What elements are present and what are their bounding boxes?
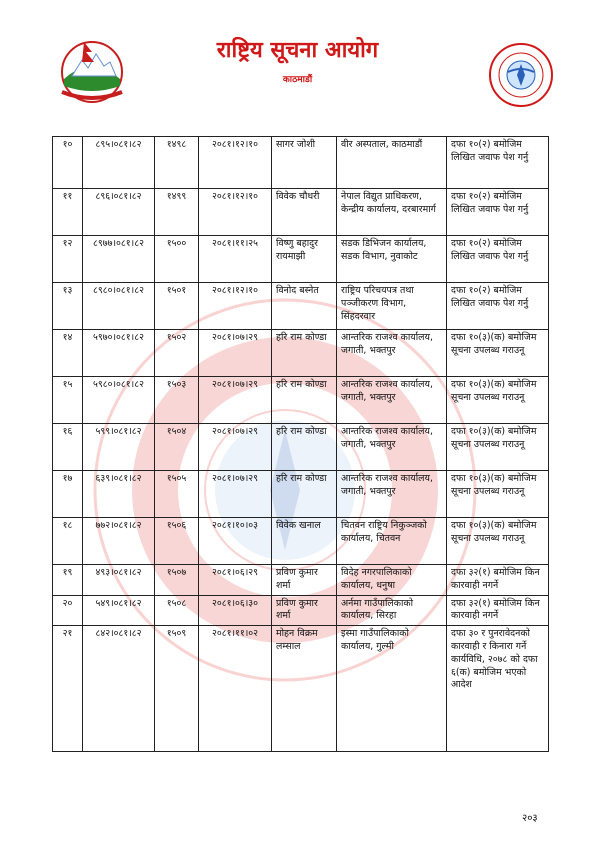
decision-number-cell: १५०८ <box>155 595 199 626</box>
table-row <box>53 595 549 626</box>
registration-number-cell: ७७२।०८१।८२ <box>83 518 155 565</box>
decision-action-cell: दफा १०(२) बमोजिम लिखित जवाफ पेश गर्नु <box>447 283 549 330</box>
decision-action-cell: दफा ३२(१) बमोजिम किन कारवाही नगर्ने <box>447 565 549 596</box>
decision-date-cell: २०८१।११।०२ <box>199 626 272 752</box>
decision-number-cell: १५०० <box>155 236 199 283</box>
applicant-name-cell: हरि राम कोण्डा <box>272 330 337 377</box>
applicant-name-cell: हरि राम कोण्डा <box>272 424 337 471</box>
public-body-cell: आन्तरिक राजश्व कार्यालय, जगाती, भक्तपुर <box>337 377 447 424</box>
public-body-cell: आन्तरिक राजश्व कार्यालय, जगाती, भक्तपुर <box>337 424 447 471</box>
serial-number-cell: १८ <box>53 518 83 565</box>
registration-number-cell: ५९९।०८१।८२ <box>83 424 155 471</box>
registration-number-cell: ६३९।०८१।८२ <box>83 471 155 518</box>
decision-date-cell: २०८१।०७।२९ <box>199 330 272 377</box>
decision-number-cell: १५०७ <box>155 565 199 596</box>
decision-action-cell: दफा १०(३)(क) बमोजिम सूचना उपलब्ध गराउनू <box>447 471 549 518</box>
commission-seal-logo <box>488 42 554 108</box>
table-row <box>53 330 549 377</box>
registration-number-cell: ५४९।०८१।८२ <box>83 595 155 626</box>
serial-number-cell: १६ <box>53 424 83 471</box>
table-row <box>53 377 549 424</box>
page-subtitle: काठमाडौं <box>282 75 313 85</box>
decision-date-cell: २०८१।११।२५ <box>199 236 272 283</box>
decision-number-cell: १५०२ <box>155 330 199 377</box>
applicant-name-cell: विवेक चौधरी <box>272 189 337 236</box>
decision-date-cell: २०८१।१२।१० <box>199 189 272 236</box>
public-body-cell: नेपाल विद्युत प्राधिकरण, केन्द्रीय कार्यालय, दरबारमार्ग <box>337 189 447 236</box>
registration-number-cell: ५९७०।०८१।८२ <box>83 330 155 377</box>
decision-date-cell: २०८१।०६।२९ <box>199 565 272 596</box>
registration-number-cell: ८९६।०८१।८२ <box>83 189 155 236</box>
decision-action-cell: दफा ३० र पुनरावेदनको कारवाही र किनारा गर्ने कार्यविधि, २०७८ को दफा ६(क) बमोजिम भएको आदेश <box>447 626 549 752</box>
decision-number-cell: १५०९ <box>155 626 199 752</box>
applicant-name-cell: प्रविण कुमार शर्मा <box>272 595 337 626</box>
table-row <box>53 518 549 565</box>
decision-date-cell: २०८१।०७।२९ <box>199 471 272 518</box>
decision-action-cell: दफा १०(३)(क) बमोजिम सूचना उपलब्ध गराउनू <box>447 377 549 424</box>
applicant-name-cell: प्रविण कुमार शर्मा <box>272 565 337 596</box>
public-body-cell: चितवन राष्ट्रिय निकुञ्जको कार्यालय, चितवन <box>337 518 447 565</box>
table-row <box>53 283 549 330</box>
applicant-name-cell: विवेक खनाल <box>272 518 337 565</box>
serial-number-cell: १७ <box>53 471 83 518</box>
decision-number-cell: १४९९ <box>155 189 199 236</box>
public-body-cell: आन्तरिक राजश्व कार्यालय, जगाती, भक्तपुर <box>337 471 447 518</box>
decision-number-cell: १४९८ <box>155 137 199 189</box>
decision-action-cell: दफा १०(३)(क) बमोजिम सूचना उपलब्ध गराउनू <box>447 330 549 377</box>
applicant-name-cell: विष्णु बहादुर रायमाझी <box>272 236 337 283</box>
serial-number-cell: १४ <box>53 330 83 377</box>
decision-date-cell: २०८१।०७।२९ <box>199 377 272 424</box>
applicant-name-cell: हरि राम कोण्डा <box>272 377 337 424</box>
table-row <box>53 189 549 236</box>
decision-number-cell: १५०३ <box>155 377 199 424</box>
decision-date-cell: २०८१।०७।२९ <box>199 424 272 471</box>
registration-number-cell: ८९७७।०८१।८२ <box>83 236 155 283</box>
serial-number-cell: २० <box>53 595 83 626</box>
table-row <box>53 626 549 752</box>
registration-number-cell: ८९८०।०८१।८२ <box>83 283 155 330</box>
serial-number-cell: १५ <box>53 377 83 424</box>
registration-number-cell: ८४२।०८१।८२ <box>83 626 155 752</box>
decision-date-cell: २०८१।१२।१० <box>199 137 272 189</box>
decision-date-cell: २०८१।१२।१० <box>199 283 272 330</box>
decision-number-cell: १५०५ <box>155 471 199 518</box>
applicant-name-cell: सागर जोशी <box>272 137 337 189</box>
public-body-cell: सडक डिभिजन कार्यालय, सडक विभाग, नुवाकोट <box>337 236 447 283</box>
public-body-cell: अर्नमा गाउँपालिकाको कार्यालय, सिरहा <box>337 595 447 626</box>
decision-action-cell: दफा १०(२) बमोजिम लिखित जवाफ पेश गर्नु <box>447 137 549 189</box>
decision-number-cell: १५०१ <box>155 283 199 330</box>
public-body-cell: विदेह नगरपालिकाको कार्यालय, धनुषा <box>337 565 447 596</box>
serial-number-cell: ११ <box>53 189 83 236</box>
serial-number-cell: २१ <box>53 626 83 752</box>
applicant-name-cell: मोहन विक्रम लम्साल <box>272 626 337 752</box>
decision-date-cell: २०८१।१०।०३ <box>199 518 272 565</box>
table-row <box>53 471 549 518</box>
public-body-cell: राष्ट्रिय परिचयपत्र तथा पञ्जीकरण विभाग, सिंहदरवार <box>337 283 447 330</box>
table-row <box>53 424 549 471</box>
applicant-name-cell: हरि राम कोण्डा <box>272 471 337 518</box>
decision-action-cell: दफा ३२(१) बमोजिम किन कारवाही नगर्ने <box>447 595 549 626</box>
table-row <box>53 137 549 189</box>
applicant-name-cell: विनोद बस्नेत <box>272 283 337 330</box>
document-header <box>0 0 595 120</box>
serial-number-cell: १२ <box>53 236 83 283</box>
decision-action-cell: दफा १०(२) बमोजिम लिखित जवाफ पेश गर्नु <box>447 189 549 236</box>
registration-number-cell: ८९५।०८१।८२ <box>83 137 155 189</box>
public-body-cell: आन्तरिक राजश्व कार्यालय, जगाती, भक्तपुर <box>337 330 447 377</box>
table-row <box>53 236 549 283</box>
decisions-table <box>52 136 549 752</box>
decision-number-cell: १५०६ <box>155 518 199 565</box>
decision-number-cell: १५०४ <box>155 424 199 471</box>
public-body-cell: वीर अस्पताल, काठमाडौं <box>337 137 447 189</box>
decision-date-cell: २०८१।०६।३० <box>199 595 272 626</box>
table-row <box>53 565 549 596</box>
decision-action-cell: दफा १०(३)(क) बमोजिम सूचना उपलब्ध गराउनू <box>447 424 549 471</box>
registration-number-cell: ४९३।०८१।८२ <box>83 565 155 596</box>
serial-number-cell: १९ <box>53 565 83 596</box>
page-title: राष्ट्रिय सूचना आयोग <box>216 38 379 63</box>
decision-action-cell: दफा १०(२) बमोजिम लिखित जवाफ पेश गर्नु <box>447 236 549 283</box>
page-number: २०३ <box>522 813 538 824</box>
registration-number-cell: ५९८०।०८१।८२ <box>83 377 155 424</box>
public-body-cell: इस्मा गाउँपालिकाको कार्यालय, गुल्मी <box>337 626 447 752</box>
serial-number-cell: १० <box>53 137 83 189</box>
serial-number-cell: १३ <box>53 283 83 330</box>
decision-action-cell: दफा १०(३)(क) बमोजिम सूचना उपलब्ध गराउनू <box>447 518 549 565</box>
